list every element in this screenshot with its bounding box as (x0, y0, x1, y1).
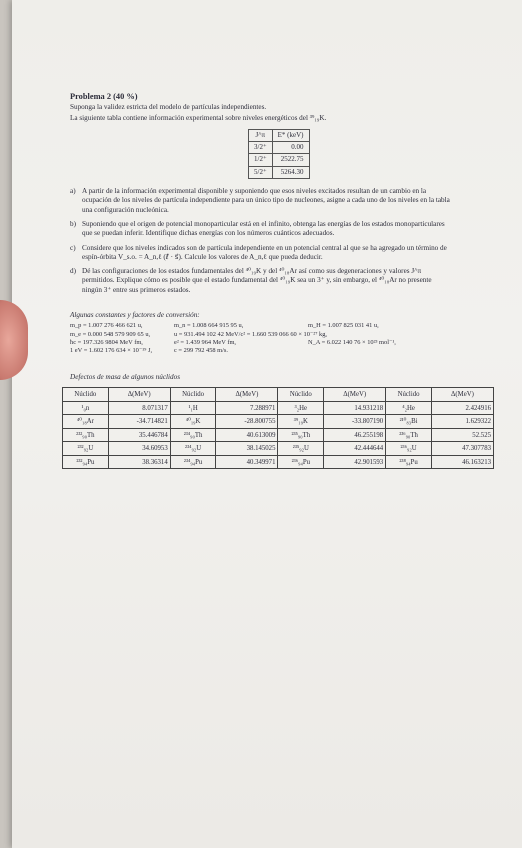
energy-value: 5264.30 (272, 166, 309, 178)
mass-defect-cell: 8.071317 (108, 401, 170, 415)
defects-row (63, 442, 494, 456)
mass-defect-cell: 47.307783 (431, 442, 493, 456)
constants-row (70, 322, 490, 330)
nuclide-cell: ²³⁶₉₀Th (386, 428, 432, 442)
question-list (70, 187, 490, 295)
nuclide-cell: ²³⁵₉₂U (278, 442, 324, 456)
question-item (70, 187, 490, 215)
constant: 1 eV = 1.602 176 634 × 10⁻¹⁹ J, (70, 346, 153, 354)
problem-title: Problema 2 (40 %) (70, 92, 138, 101)
mass-defect-cell: -33.807190 (324, 415, 386, 429)
constant: c = 299 792 458 m/s. (174, 346, 229, 354)
col-header: Núclido (63, 388, 109, 402)
energy-row (249, 154, 310, 166)
question-text: Suponiendo que el origen de potencial monoparticular está en el infinito, obtenga las energías de los estados monoparticulares que se puedan inferir. Identifique dichas energías con los números cuánticos adecuados. (82, 219, 445, 238)
mass-defect-cell: 7.288971 (216, 401, 278, 415)
col-header: Δ(MeV) (108, 388, 170, 402)
nuclide-cell: ²¹⁰₈₃Bi (386, 415, 432, 429)
constants-section (70, 311, 490, 355)
mass-defect-cell: 38.36314 (108, 455, 170, 469)
question-label: d) (70, 267, 76, 276)
energy-row (249, 166, 310, 178)
col-header: Núclido (386, 388, 432, 402)
nuclide-cell: ²³²₉₄Pu (63, 455, 109, 469)
constant: u = 931.494 102 42 MeV/c² = 1.660 539 066 60 × 10⁻²⁷ kg, (174, 330, 328, 338)
defects-header-row (63, 388, 494, 402)
mass-defect-cell: 14.931218 (324, 401, 386, 415)
constant: m_n = 1.008 664 915 95 u, (174, 322, 244, 330)
question-item (70, 220, 490, 239)
mass-defect-cell: 40.613009 (216, 428, 278, 442)
mass-defect-cell: -28.800755 (216, 415, 278, 429)
nuclide-cell: ¹₁H (170, 401, 216, 415)
mass-defect-cell: 52.525 (431, 428, 493, 442)
energy-jpi: 1/2⁺ (249, 154, 273, 166)
col-header: Núclido (278, 388, 324, 402)
nuclide-cell: ²³⁴₉₄Pu (170, 455, 216, 469)
nuclide-cell: ³⁹₁₉K (278, 415, 324, 429)
energy-levels-table (248, 129, 310, 179)
nuclide-cell: ⁴₂He (386, 401, 432, 415)
nuclide-cell: ²³⁶₉₄Pu (278, 455, 324, 469)
constants-row (70, 347, 490, 355)
mass-defect-cell: 34.60953 (108, 442, 170, 456)
nuclide-cell: ²³⁴₉₂U (170, 442, 216, 456)
col-header: Δ(MeV) (324, 388, 386, 402)
col-header: Δ(MeV) (431, 388, 493, 402)
nuclide-cell: ²³⁵₉₀Th (278, 428, 324, 442)
mass-defect-cell: 40.349971 (216, 455, 278, 469)
constant: ħc = 197.326 9804 MeV fm, (70, 338, 143, 346)
constant: N_A = 6.022 140 76 × 10²³ mol⁻¹, (308, 338, 396, 346)
nuclide-cell: ²³²₉₀Th (63, 428, 109, 442)
energy-jpi: 5/2⁺ (249, 166, 273, 178)
constant: m_e = 0.000 548 579 909 65 u, (70, 330, 151, 338)
problem-content (70, 92, 490, 469)
question-text: Dé las configuraciones de los estados fundamentales del ⁴⁰₁₉K y del ⁴⁰₁₈Ar así como sus degeneraciones y valores J^π permitidos. Explique cómo es posible que el estado fundamental del ⁴⁰₁₉K sea un 3⁺ y, sin embargo, el ⁴⁰₁₈Ar no presente ningún 3⁺ entre sus primeros estados. (82, 267, 432, 294)
mass-defect-cell: 2.424916 (431, 401, 493, 415)
constant: e² = 1.439 964 MeV fm, (174, 338, 237, 346)
question-label: b) (70, 219, 76, 228)
nuclide-cell: ³₂He (278, 401, 324, 415)
constant: m_H = 1.007 825 031 41 u, (308, 322, 379, 330)
energy-value: 0.00 (272, 142, 309, 154)
nuclide-cell: ²³²₉₂U (63, 442, 109, 456)
energy-header-e: E* (keV) (272, 129, 309, 141)
col-header: Δ(MeV) (216, 388, 278, 402)
defects-row (63, 401, 494, 415)
mass-defect-cell: 42.901593 (324, 455, 386, 469)
constant: m_p = 1.007 276 466 621 u, (70, 322, 143, 330)
question-item (70, 267, 490, 295)
intro-line-1: Suponga la validez estricta del modelo de partículas independientes. (70, 103, 267, 112)
nuclide-cell: ⁴⁰₁₈Ar (63, 415, 109, 429)
question-label: a) (70, 187, 76, 196)
question-text: A partir de la información experimental disponible y suponiendo que esos niveles excitados resultan de un cambio en la ocupación de los niveles de partícula independiente para un único tipo de nucleones, asigne a cada uno de los niveles en la tabla una configuración nucleónica. (82, 187, 450, 214)
nuclide-cell: ²³⁶₉₂U (386, 442, 432, 456)
paper-sheet (12, 0, 522, 848)
mass-defect-cell: -34.714821 (108, 415, 170, 429)
mass-defect-cell: 42.444644 (324, 442, 386, 456)
nuclide-cell: ¹₀n (63, 401, 109, 415)
defects-row (63, 455, 494, 469)
mass-defect-cell: 38.145025 (216, 442, 278, 456)
defects-row (63, 415, 494, 429)
mass-defect-cell: 1.629322 (431, 415, 493, 429)
constants-row (70, 331, 490, 339)
energy-jpi: 3/2⁺ (249, 142, 273, 154)
mass-defect-cell: 35.446784 (108, 428, 170, 442)
question-text: Considere que los niveles indicados son de partícula independiente en un potencial central al que se ha agregado un término de espín-órbita V_s.o. = A_n,ℓ (ℓ⃗ · s⃗). Calcule los valores de A_n,ℓ que pueda deducir. (82, 243, 447, 261)
mass-defects-table (62, 387, 494, 469)
nuclide-cell: ⁴⁰₁₉K (170, 415, 216, 429)
energy-row (249, 142, 310, 154)
defects-row (63, 428, 494, 442)
defects-title: Defectos de masa de algunos núclidos (70, 373, 180, 382)
mass-defect-cell: 46.163213 (431, 455, 493, 469)
question-label: c) (70, 243, 76, 252)
constants-heading: Algunas constantes y factores de conversión: (70, 311, 200, 320)
question-item (70, 244, 490, 263)
intro-line-2: La siguiente tabla contiene información experimental sobre niveles energéticos del ³⁹₁₉K. (70, 113, 327, 122)
energy-header-jpi: J^π (249, 129, 273, 141)
nuclide-cell: ²³⁸₉₄Pu (386, 455, 432, 469)
nuclide-cell: ²³⁴₉₀Th (170, 428, 216, 442)
energy-value: 2522.75 (272, 154, 309, 166)
mass-defect-cell: 46.255198 (324, 428, 386, 442)
col-header: Núclido (170, 388, 216, 402)
constants-row (70, 339, 490, 347)
